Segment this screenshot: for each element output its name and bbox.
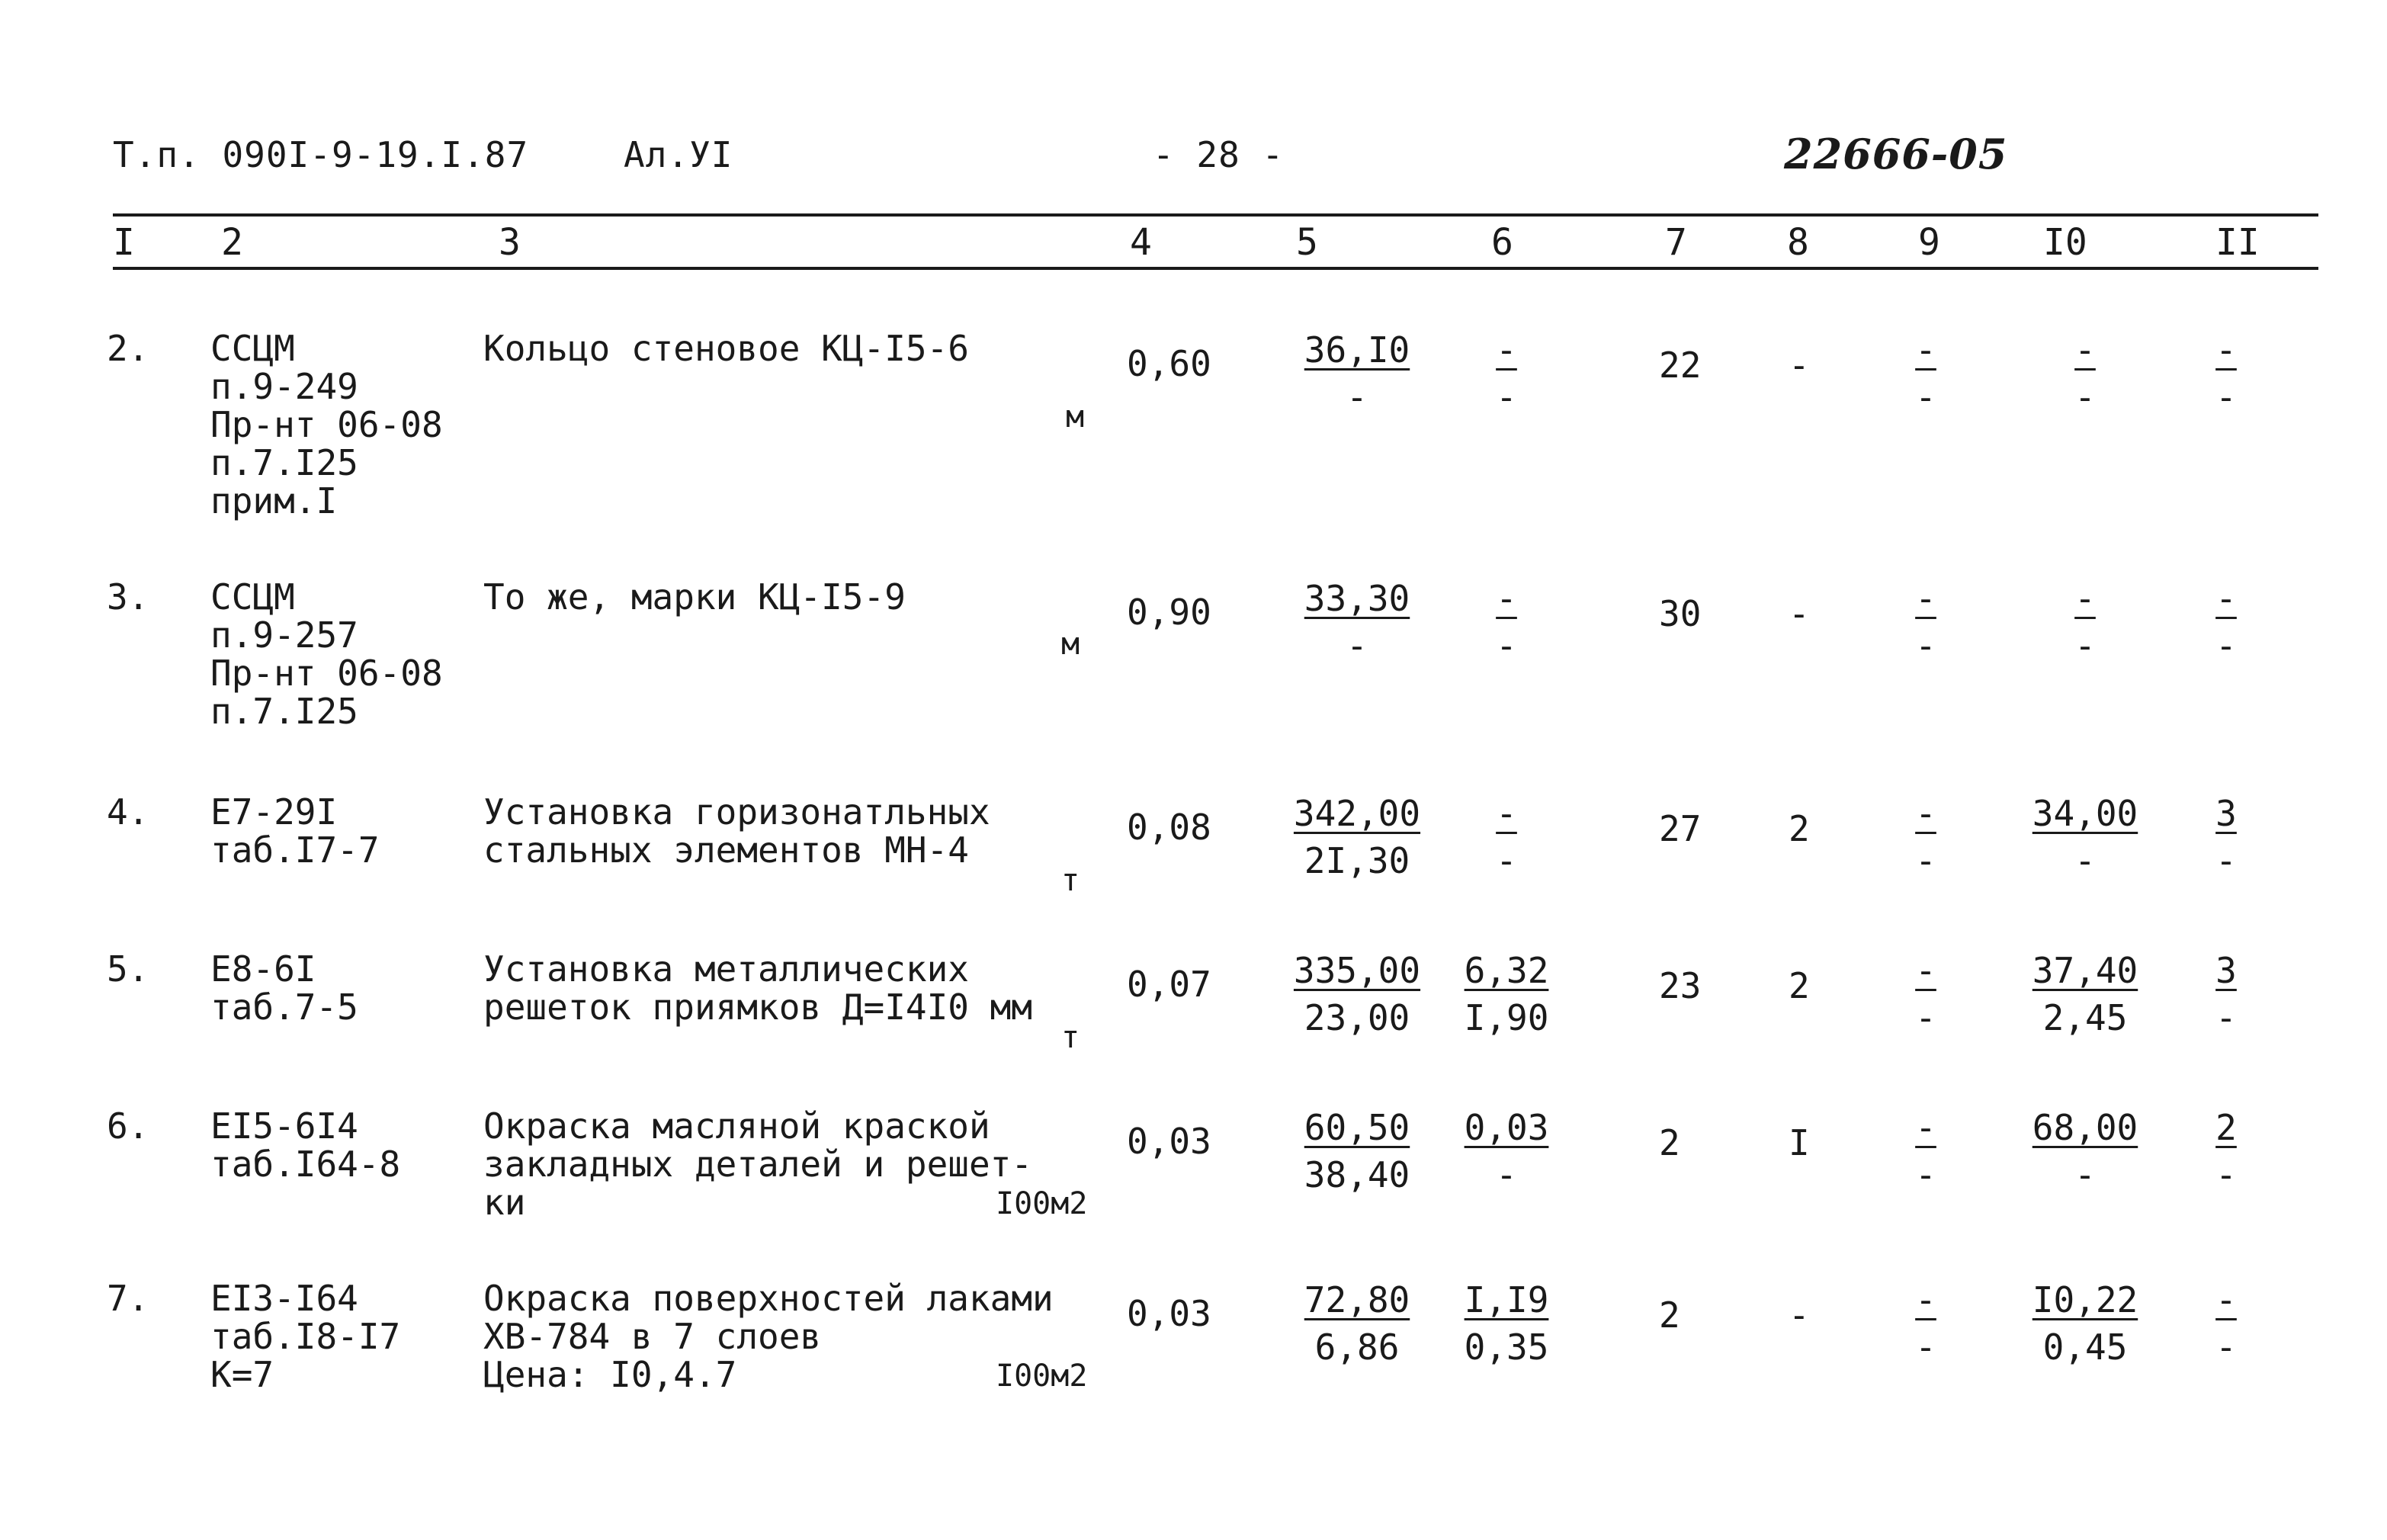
quantity: 0,03 — [1127, 1293, 1211, 1334]
col7-value: 23 — [1659, 965, 1702, 1006]
c5-denominator: - — [1346, 377, 1368, 418]
c5-denominator: 23,00 — [1304, 997, 1410, 1038]
row-number: 7. — [107, 1278, 149, 1319]
header-rule-bottom — [113, 267, 2318, 270]
fraction-c5 — [1281, 950, 1433, 1040]
c11-numerator: 3 — [2215, 793, 2237, 834]
c10-denominator: - — [2074, 1154, 2096, 1195]
quantity: 0,03 — [1127, 1121, 1211, 1162]
fraction-c11 — [2188, 793, 2264, 883]
fraction-c6 — [1461, 329, 1552, 419]
col8-value: 2 — [1789, 808, 1810, 849]
fraction-c9 — [1888, 329, 1964, 419]
c6-denominator: - — [1496, 377, 1517, 418]
fraction-c10 — [2020, 578, 2150, 668]
c10-numerator: I0,22 — [2032, 1279, 2138, 1320]
c11-denominator: - — [2215, 997, 2237, 1038]
c9-denominator: - — [1915, 1154, 1936, 1195]
album-number: Ал.УI — [624, 134, 733, 175]
c10-denominator: - — [2074, 840, 2096, 881]
c6-denominator: - — [1496, 1154, 1517, 1195]
col8-value: I — [1789, 1122, 1810, 1163]
table-row — [0, 578, 2387, 776]
c5-numerator: 342,00 — [1293, 793, 1421, 834]
measure-unit: т — [1061, 1020, 1080, 1055]
fraction-c11 — [2188, 329, 2264, 419]
work-description: Установка металлических решеток приямков Д=I4I0 мм — [483, 948, 1033, 1028]
fraction-c5 — [1281, 1279, 1433, 1369]
column-number: II — [2215, 221, 2260, 264]
c5-denominator: 6,86 — [1314, 1327, 1400, 1368]
c5-numerator: 33,30 — [1304, 578, 1410, 619]
c6-numerator: 0,03 — [1464, 1107, 1549, 1148]
column-number: 4 — [1130, 221, 1152, 264]
col8-value: - — [1789, 593, 1810, 634]
c10-numerator: 34,00 — [2032, 793, 2138, 834]
col8-value: - — [1789, 345, 1810, 386]
c9-denominator: - — [1915, 1327, 1936, 1368]
c6-numerator: - — [1496, 329, 1517, 371]
norm-code: Е8-6I таб.7-5 — [210, 948, 358, 1028]
c10-numerator: - — [2074, 329, 2096, 371]
fraction-c5 — [1281, 793, 1433, 883]
c11-denominator: - — [2215, 625, 2237, 666]
c9-denominator: - — [1915, 840, 1936, 881]
quantity: 0,08 — [1127, 807, 1211, 848]
fraction-c5 — [1281, 329, 1433, 419]
column-number: 9 — [1918, 221, 1940, 264]
table-row — [0, 1279, 2387, 1477]
fraction-c9 — [1888, 950, 1964, 1040]
c5-denominator: 2I,30 — [1304, 840, 1410, 881]
c9-denominator: - — [1915, 625, 1936, 666]
c5-numerator: 60,50 — [1304, 1107, 1410, 1148]
c6-denominator: 0,35 — [1464, 1327, 1549, 1368]
c11-numerator: - — [2215, 329, 2237, 371]
table-row — [0, 1107, 2387, 1305]
c5-numerator: 36,I0 — [1304, 329, 1410, 371]
c10-denominator: 0,45 — [2042, 1327, 2128, 1368]
c5-numerator: 72,80 — [1304, 1279, 1410, 1320]
norm-code: ССЦМ п.9-257 Пр-нт 06-08 п.7.I25 — [210, 576, 443, 732]
quantity: 0,60 — [1127, 343, 1211, 384]
c6-numerator: - — [1496, 578, 1517, 619]
c6-denominator: - — [1496, 840, 1517, 881]
measure-unit: т — [1061, 863, 1080, 898]
c9-numerator: - — [1915, 1107, 1936, 1148]
column-number: 3 — [499, 221, 521, 264]
c9-denominator: - — [1915, 377, 1936, 418]
c6-denominator: I,90 — [1464, 997, 1549, 1038]
c5-denominator: - — [1346, 625, 1368, 666]
fraction-c9 — [1888, 1107, 1964, 1197]
fraction-c11 — [2188, 1107, 2264, 1197]
fraction-c10 — [2020, 1107, 2150, 1197]
c11-numerator: - — [2215, 578, 2237, 619]
col7-value: 30 — [1659, 593, 1702, 634]
column-number: 5 — [1296, 221, 1318, 264]
fraction-c11 — [2188, 578, 2264, 668]
c11-numerator: 2 — [2215, 1107, 2237, 1148]
row-number: 2. — [107, 328, 149, 369]
c9-numerator: - — [1915, 1279, 1936, 1320]
c10-denominator: - — [2074, 377, 2096, 418]
quantity: 0,90 — [1127, 592, 1211, 633]
work-description: Установка горизонатльных стальных элементов МН-4 — [483, 791, 990, 871]
row-number: 4. — [107, 791, 149, 833]
fraction-c10 — [2020, 793, 2150, 883]
fraction-c6 — [1461, 1107, 1552, 1197]
col8-value: 2 — [1789, 965, 1810, 1006]
measure-unit: м — [1066, 399, 1085, 435]
project-code: Т.п. 090I-9-19.I.87 — [113, 134, 529, 175]
document-code: 22666-05 — [1784, 130, 2008, 178]
header-rule-top — [113, 213, 2318, 217]
c6-numerator: I,I9 — [1464, 1279, 1549, 1320]
work-description: Окраска масляной краской закладных деталей и решет- ки — [483, 1105, 1033, 1223]
row-number: 5. — [107, 948, 149, 990]
table-row — [0, 329, 2387, 528]
c6-denominator: - — [1496, 625, 1517, 666]
fraction-c11 — [2188, 1279, 2264, 1369]
c9-numerator: - — [1915, 329, 1936, 371]
col7-value: 2 — [1659, 1295, 1680, 1336]
c5-numerator: 335,00 — [1293, 950, 1421, 991]
fraction-c6 — [1461, 950, 1552, 1040]
fraction-c6 — [1461, 1279, 1552, 1369]
fraction-c9 — [1888, 1279, 1964, 1369]
c10-denominator: 2,45 — [2042, 997, 2128, 1038]
fraction-c9 — [1888, 578, 1964, 668]
column-number: I — [113, 221, 135, 264]
fraction-c9 — [1888, 793, 1964, 883]
fraction-c11 — [2188, 950, 2264, 1040]
c11-numerator: - — [2215, 1279, 2237, 1320]
measure-unit: м — [1061, 627, 1080, 662]
c11-denominator: - — [2215, 1327, 2237, 1368]
quantity: 0,07 — [1127, 964, 1211, 1005]
column-number: 7 — [1665, 221, 1687, 264]
column-number: 6 — [1491, 221, 1513, 264]
row-number: 6. — [107, 1105, 149, 1147]
c6-numerator: 6,32 — [1464, 950, 1549, 991]
fraction-c10 — [2020, 329, 2150, 419]
c10-denominator: - — [2074, 625, 2096, 666]
fraction-c10 — [2020, 950, 2150, 1040]
column-number: 8 — [1787, 221, 1809, 264]
col7-value: 22 — [1659, 345, 1702, 386]
norm-code: ССЦМ п.9-249 Пр-нт 06-08 п.7.I25 прим.I — [210, 328, 443, 521]
column-number: I0 — [2043, 221, 2087, 264]
work-description: Окраска поверхностей лаками ХВ-784 в 7 слоев Цена: I0,4.7 — [483, 1278, 1054, 1395]
c10-numerator: 37,40 — [2032, 950, 2138, 991]
fraction-c5 — [1281, 1107, 1433, 1197]
work-description: Кольцо стеновое КЦ-I5-6 — [483, 328, 969, 369]
c9-numerator: - — [1915, 950, 1936, 991]
fraction-c6 — [1461, 578, 1552, 668]
c5-denominator: 38,40 — [1304, 1154, 1410, 1195]
column-number: 2 — [221, 221, 243, 264]
fraction-c6 — [1461, 793, 1552, 883]
norm-code: ЕI5-6I4 таб.I64-8 — [210, 1105, 401, 1185]
c11-denominator: - — [2215, 840, 2237, 881]
row-number: 3. — [107, 576, 149, 618]
work-description: То же, марки КЦ-I5-9 — [483, 576, 906, 618]
col8-value: - — [1789, 1295, 1810, 1336]
fraction-c10 — [2020, 1279, 2150, 1369]
c10-numerator: - — [2074, 578, 2096, 619]
c11-numerator: 3 — [2215, 950, 2237, 991]
c10-numerator: 68,00 — [2032, 1107, 2138, 1148]
c9-numerator: - — [1915, 578, 1936, 619]
fraction-c5 — [1281, 578, 1433, 668]
norm-code: Е7-29I таб.I7-7 — [210, 791, 380, 871]
measure-unit: I00м2 — [996, 1359, 1088, 1394]
c9-numerator: - — [1915, 793, 1936, 834]
c11-denominator: - — [2215, 377, 2237, 418]
c11-denominator: - — [2215, 1154, 2237, 1195]
col7-value: 2 — [1659, 1122, 1680, 1163]
c6-numerator: - — [1496, 793, 1517, 834]
norm-code: ЕI3-I64 таб.I8-I7 К=7 — [210, 1278, 401, 1395]
c9-denominator: - — [1915, 997, 1936, 1038]
measure-unit: I00м2 — [996, 1186, 1088, 1221]
page-number: - 28 - — [1153, 134, 1285, 175]
col7-value: 27 — [1659, 808, 1702, 849]
